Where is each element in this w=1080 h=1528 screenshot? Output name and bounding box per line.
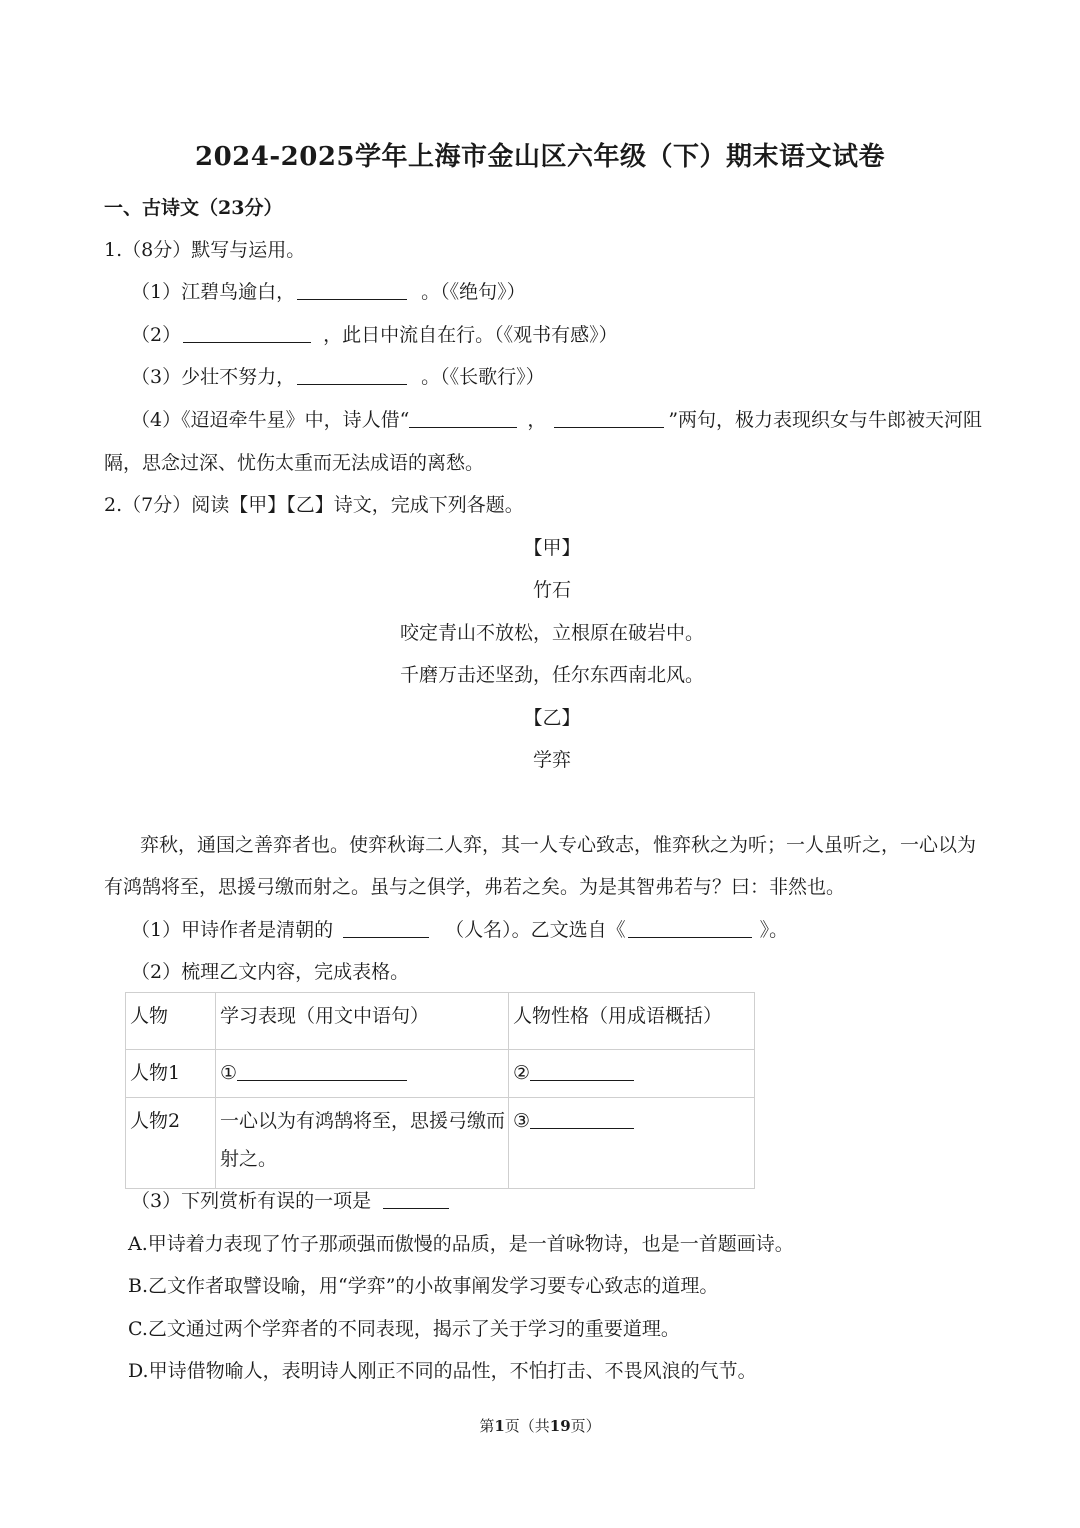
question-2-stem: 2.（7分）阅读【甲】【乙】诗文，完成下列各题。 bbox=[104, 494, 524, 516]
q1-item-3-text: （3）少壮不努力， bbox=[131, 366, 296, 388]
answer-blank[interactable] bbox=[409, 407, 517, 428]
table-header-row bbox=[126, 993, 755, 1050]
q1-item-4-tail: ”两句，极力表现织女与牛郎被天河阻 bbox=[668, 409, 983, 431]
answer-blank[interactable] bbox=[383, 1188, 449, 1209]
answer-blank[interactable] bbox=[628, 917, 752, 938]
text-yi-paragraph-line-2: 有鸿鹄将至，思援弓缴而射之。虽与之俱学，弗若之矣。为是其智弗若与？曰：非然也。 bbox=[104, 876, 846, 898]
circled-number: ② bbox=[513, 1062, 531, 1084]
option-b: B.乙文作者取譬设喻，用“学弈”的小故事阐发学习要专心致志的道理。 bbox=[128, 1275, 719, 1297]
circled-number: ① bbox=[220, 1062, 238, 1084]
section-heading: 一、古诗文（23分） bbox=[104, 197, 283, 219]
option-c: C.乙文通过两个学弈者的不同表现，揭示了关于学习的重要道理。 bbox=[128, 1318, 680, 1340]
text-yi-tag: 【乙】 bbox=[523, 707, 581, 729]
q2-sub-1-text: （1）甲诗作者是清朝的 bbox=[131, 919, 334, 941]
circled-number: ③ bbox=[513, 1110, 531, 1132]
q2-sub-1-mid: （人名）。乙文选自《 bbox=[445, 919, 626, 941]
option-a: A.甲诗着力表现了竹子那顽强而傲慢的品质，是一首咏物诗，也是一首题画诗。 bbox=[128, 1233, 794, 1255]
table-cell bbox=[509, 1098, 755, 1189]
table-cell: 人物2 bbox=[126, 1098, 216, 1189]
answer-blank[interactable] bbox=[343, 917, 429, 938]
q1-item-1 bbox=[131, 279, 526, 305]
poem-jia-title: 竹石 bbox=[532, 579, 571, 601]
q2-sub-2: （2）梳理乙文内容，完成表格。 bbox=[131, 961, 410, 983]
q1-item-4 bbox=[131, 407, 982, 433]
answer-blank[interactable] bbox=[183, 322, 311, 343]
footer-text: 页（共 bbox=[504, 1417, 550, 1435]
answer-blank[interactable] bbox=[237, 1060, 407, 1081]
poem-jia-tag: 【甲】 bbox=[523, 537, 581, 559]
q2-sub-3 bbox=[131, 1188, 449, 1214]
q1-item-3-source: 。（《长歌行》） bbox=[421, 366, 545, 388]
answer-blank[interactable] bbox=[297, 279, 407, 300]
q1-item-2 bbox=[131, 322, 618, 348]
footer-text: 第 bbox=[479, 1417, 495, 1435]
footer-text: 页） bbox=[570, 1417, 601, 1435]
q1-item-1-text: （1）江碧鸟逾白， bbox=[131, 281, 296, 303]
q1-item-4-comma: ， bbox=[527, 409, 547, 431]
q2-sub-3-text: （3）下列赏析有误的一项是 bbox=[131, 1190, 372, 1212]
q1-item-1-source: 。（《绝句》） bbox=[421, 281, 526, 303]
table-header-cell: 学习表现（用文中语句） bbox=[216, 993, 509, 1050]
analysis-table bbox=[125, 992, 755, 1189]
table-cell bbox=[216, 1050, 509, 1098]
q1-item-2-number: （2） bbox=[131, 324, 182, 346]
question-1-stem: 1.（8分）默写与运用。 bbox=[104, 239, 306, 261]
answer-blank[interactable] bbox=[530, 1108, 634, 1129]
total-pages: 19 bbox=[549, 1417, 571, 1435]
q2-sub-1-end: 》。 bbox=[759, 919, 789, 941]
q2-sub-1 bbox=[131, 917, 788, 943]
page-title: 2024-2025学年上海市金山区六年级（下）期末语文试卷 bbox=[194, 142, 886, 172]
table-header-cell: 人物性格（用成语概括） bbox=[509, 993, 755, 1050]
table-cell-line: 射之。 bbox=[220, 1148, 278, 1170]
q1-item-4-text: （4）《迢迢牵牛星》中，诗人借“ bbox=[131, 409, 410, 431]
table-row bbox=[126, 1050, 755, 1098]
table-row bbox=[126, 1098, 755, 1189]
q1-item-4-continued: 隔，思念过深、忧伤太重而无法成语的离愁。 bbox=[104, 452, 485, 474]
q1-item-2-text: ，此日中流自在行。（《观书有感》） bbox=[323, 324, 618, 346]
table-cell-line: 一心以为有鸿鹄将至，思援弓缴而 bbox=[220, 1110, 506, 1132]
text-yi-title: 学弈 bbox=[532, 749, 571, 771]
table-cell bbox=[509, 1050, 755, 1098]
answer-blank[interactable] bbox=[297, 364, 407, 385]
page-footer bbox=[0, 1415, 1080, 1436]
table-cell: 人物1 bbox=[126, 1050, 216, 1098]
answer-blank[interactable] bbox=[530, 1060, 634, 1081]
option-d: D.甲诗借物喻人，表明诗人刚正不同的品性，不怕打击、不畏风浪的气节。 bbox=[128, 1360, 757, 1382]
page-number: 1 bbox=[494, 1417, 505, 1435]
poem-jia-line-1: 咬定青山不放松，立根原在破岩中。 bbox=[399, 622, 704, 644]
table-cell bbox=[216, 1098, 509, 1189]
text-yi-paragraph-line-1: 弈秋，通国之善弈者也。使弈秋诲二人弈，其一人专心致志，惟弈秋之为听；一人虽听之，一心以为 bbox=[140, 834, 977, 856]
table-header-cell: 人物 bbox=[126, 993, 216, 1050]
answer-blank[interactable] bbox=[554, 407, 664, 428]
poem-jia-line-2: 千磨万击还坚劲，任尔东西南北风。 bbox=[399, 664, 704, 686]
q1-item-3 bbox=[131, 364, 545, 390]
